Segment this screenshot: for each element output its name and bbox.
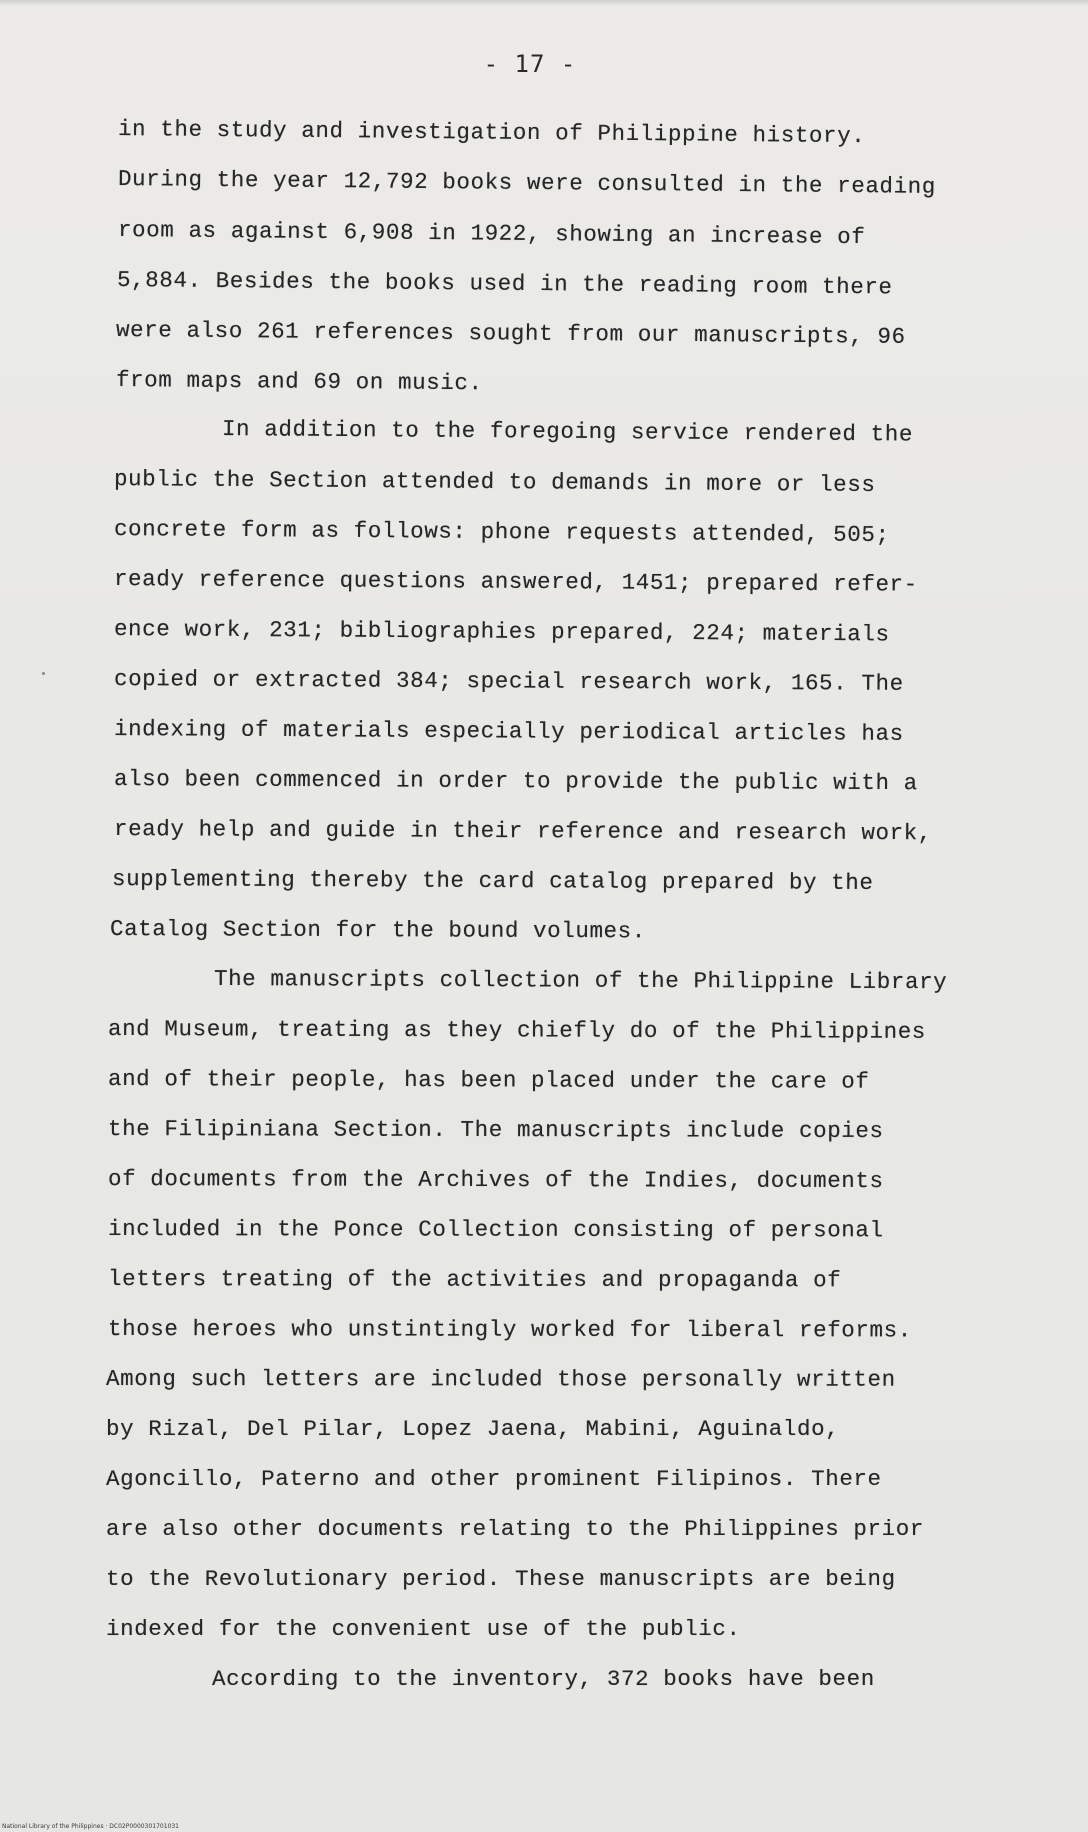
text-line: included in the Ponce Collection consisting of personal [107, 1216, 884, 1244]
text-line: During the year 12,792 books were consulted in the reading [117, 166, 937, 200]
page-top-edge [0, 0, 1088, 6]
text-line: According to the inventory, 372 books have been [212, 1666, 875, 1692]
text-line: public the Section attended to demands in more or less [113, 466, 876, 498]
text-line: room as against 6,908 in 1922, showing an increase of [117, 217, 866, 251]
text-line: were also 261 references sought from our manuscripts, 96 [115, 317, 906, 350]
text-line: In addition to the foregoing service rendered the [221, 416, 914, 448]
text-line: and Museum, treating as they chiefly do of the Philippines [107, 1016, 926, 1045]
text-line: letters treating of the activities and propaganda of [107, 1266, 842, 1294]
text-line: indexing of materials especially periodical articles has [113, 716, 904, 747]
text-line: Agoncillo, Paterno and other prominent Filipinos. There [106, 1466, 882, 1492]
text-line: Catalog Section for the bound volumes. [109, 916, 646, 945]
text-line: to the Revolutionary period. These manuscripts are being [106, 1566, 896, 1592]
text-line: by Rizal, Del Pilar, Lopez Jaena, Mabini, Aguinaldo, [106, 1416, 840, 1442]
text-line: concrete form as follows: phone requests attended, 505; [113, 516, 890, 549]
text-line: are also other documents relating to the Philippines prior [106, 1516, 924, 1542]
text-line: supplementing thereby the card catalog prepared by the [111, 866, 874, 896]
text-line: ready reference questions answered, 1451; prepared refer- [113, 566, 918, 598]
text-line: and of their people, has been placed under the care of [107, 1066, 870, 1095]
text-line: 5,884. Besides the books used in the reading room there [116, 267, 893, 301]
text-line: in the study and investigation of Philippine history. [117, 116, 866, 150]
text-line: indexed for the convenient use of the public. [106, 1616, 741, 1642]
text-line: The manuscripts collection of the Philippine Library [213, 966, 948, 996]
text-line: Among such letters are included those personally written [105, 1366, 896, 1393]
page-number: - 17 - [483, 50, 577, 78]
text-line: also been commenced in order to provide the public with a [113, 766, 918, 797]
text-line: the Filipiniana Section. The manuscripts include copies [107, 1116, 884, 1145]
footer-label: National Library of the Philippines · DC02P0000301701031 [2, 1823, 179, 1830]
text-line: ence work, 231; bibliographies prepared, 224; materials [113, 616, 890, 648]
text-line: ready help and guide in their reference and research work, [113, 816, 932, 847]
text-line: copied or extracted 384; special research work, 165. The [113, 666, 904, 697]
paper-speck [42, 672, 45, 675]
text-line: those heroes who unstintingly worked for liberal reforms. [107, 1316, 912, 1344]
text-line: of documents from the Archives of the Indies, documents [107, 1166, 884, 1195]
text-line: from maps and 69 on music. [115, 367, 483, 397]
